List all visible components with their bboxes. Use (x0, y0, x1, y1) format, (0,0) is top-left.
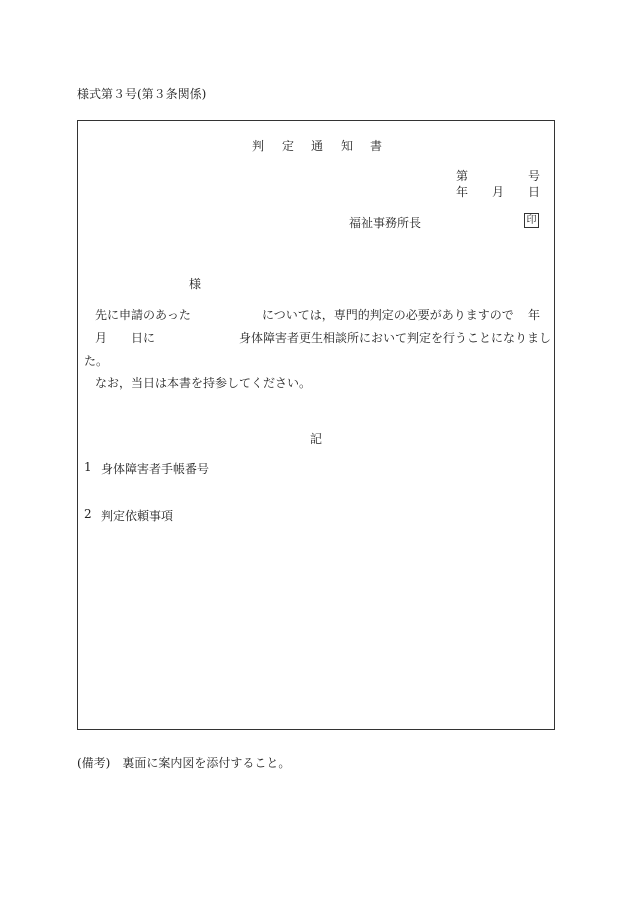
item-number: 2 (84, 507, 92, 521)
body-text: 先に申請のあった (95, 308, 191, 322)
body-text: については，専門的判定の必要がありますので (262, 308, 514, 322)
body-text: なお，当日は本書を持参してください。 (95, 376, 312, 390)
body-text: 身体障害者更生相談所において判定を行うことになりまし (239, 331, 552, 345)
item-label: 判定依頼事項 (101, 509, 174, 523)
title-char: 通 (311, 139, 324, 153)
title-char: 書 (370, 139, 383, 153)
seal-mark: 印 (524, 213, 539, 228)
date-day: 日 (528, 185, 541, 199)
number-suffix: 号 (528, 169, 541, 183)
date-year: 年 (456, 185, 469, 199)
body-day: 日に (131, 331, 156, 345)
number-prefix: 第 (456, 169, 469, 183)
date-month: 月 (492, 185, 505, 199)
item-label: 身体障害者手帳番号 (101, 462, 210, 476)
item-number: 1 (84, 460, 92, 474)
title-char: 知 (341, 139, 354, 153)
notice-form (77, 120, 555, 730)
ki-heading: 記 (310, 432, 323, 446)
title-char: 判 (252, 139, 265, 153)
title-char: 定 (282, 139, 295, 153)
body-text: た。 (84, 354, 109, 368)
body-month: 月 (95, 331, 108, 345)
body-year: 年 (528, 308, 541, 322)
recipient-suffix: 様 (189, 277, 202, 291)
remarks: (備考) 裏面に案内図を添付すること。 (77, 756, 291, 770)
office-name: 福祉事務所長 (349, 216, 422, 230)
form-label: 様式第３号(第３条関係) (77, 87, 207, 101)
